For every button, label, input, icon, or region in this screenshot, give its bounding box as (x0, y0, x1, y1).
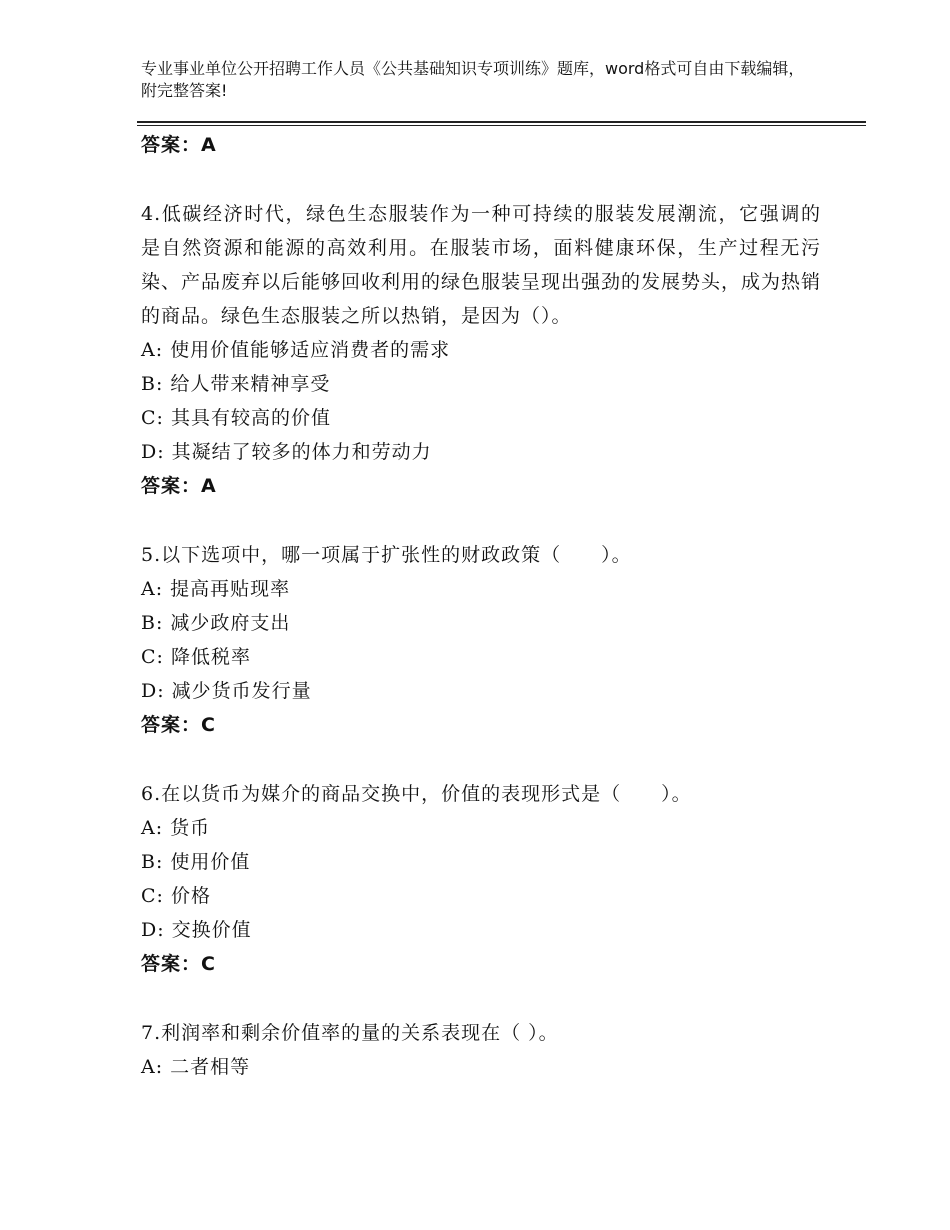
question-item (141, 1016, 821, 1084)
option-d: D: 减少货币发行量 (141, 680, 312, 702)
option-a: A: 使用价值能够适应消费者的需求 (141, 339, 451, 361)
header-rule-thick (137, 121, 866, 123)
page-header: 专业事业单位公开招聘工作人员《公共基础知识专项训练》题库，word格式可自由下载编辑，附完整答案! (141, 59, 805, 100)
header-rule-thin (137, 125, 866, 126)
question-stem: 7.利润率和剩余价值率的量的关系表现在（ ）。 (141, 1022, 559, 1044)
option-c: C: 价格 (141, 885, 211, 907)
option-a: A: 二者相等 (141, 1056, 251, 1078)
option-c: C: 其具有较高的价值 (141, 407, 331, 429)
spacer (141, 981, 821, 1016)
question-stem: 4.低碳经济时代，绿色生态服装作为一种可持续的服装发展潮流，它强调的是自然资源和能源的高效利用。在服装市场，面料健康环保，生产过程无污染、产品废弃以后能够回收利用的绿色服装呈现出强劲的发展势头，成为热销的商品。绿色生态服装之所以热销，是因为（）。 (141, 203, 822, 327)
question-list (141, 128, 821, 1084)
question-item (141, 538, 821, 742)
option-b: B: 使用价值 (141, 851, 251, 873)
question-item (141, 777, 821, 981)
spacer (141, 742, 821, 777)
option-a: A: 提高再贴现率 (141, 578, 291, 600)
answer-label: 答案：C (141, 714, 216, 736)
answer-label: 答案：A (141, 475, 217, 497)
option-b: B: 减少政府支出 (141, 612, 291, 634)
option-c: C: 降低税率 (141, 646, 251, 668)
option-d: D: 其凝结了较多的体力和劳动力 (141, 441, 432, 463)
question-item (141, 197, 821, 503)
answer-label: 答案：A (141, 134, 217, 156)
spacer (141, 162, 821, 197)
option-b: B: 给人带来精神享受 (141, 373, 331, 395)
option-d: D: 交换价值 (141, 919, 252, 941)
question-stem: 6.在以货币为媒介的商品交换中，价值的表现形式是（ ）。 (141, 783, 692, 805)
answer-label: 答案：C (141, 953, 216, 975)
spacer (141, 503, 821, 538)
question-stem: 5.以下选项中，哪一项属于扩张性的财政政策（ ）。 (141, 544, 632, 566)
option-a: A: 货币 (141, 817, 211, 839)
